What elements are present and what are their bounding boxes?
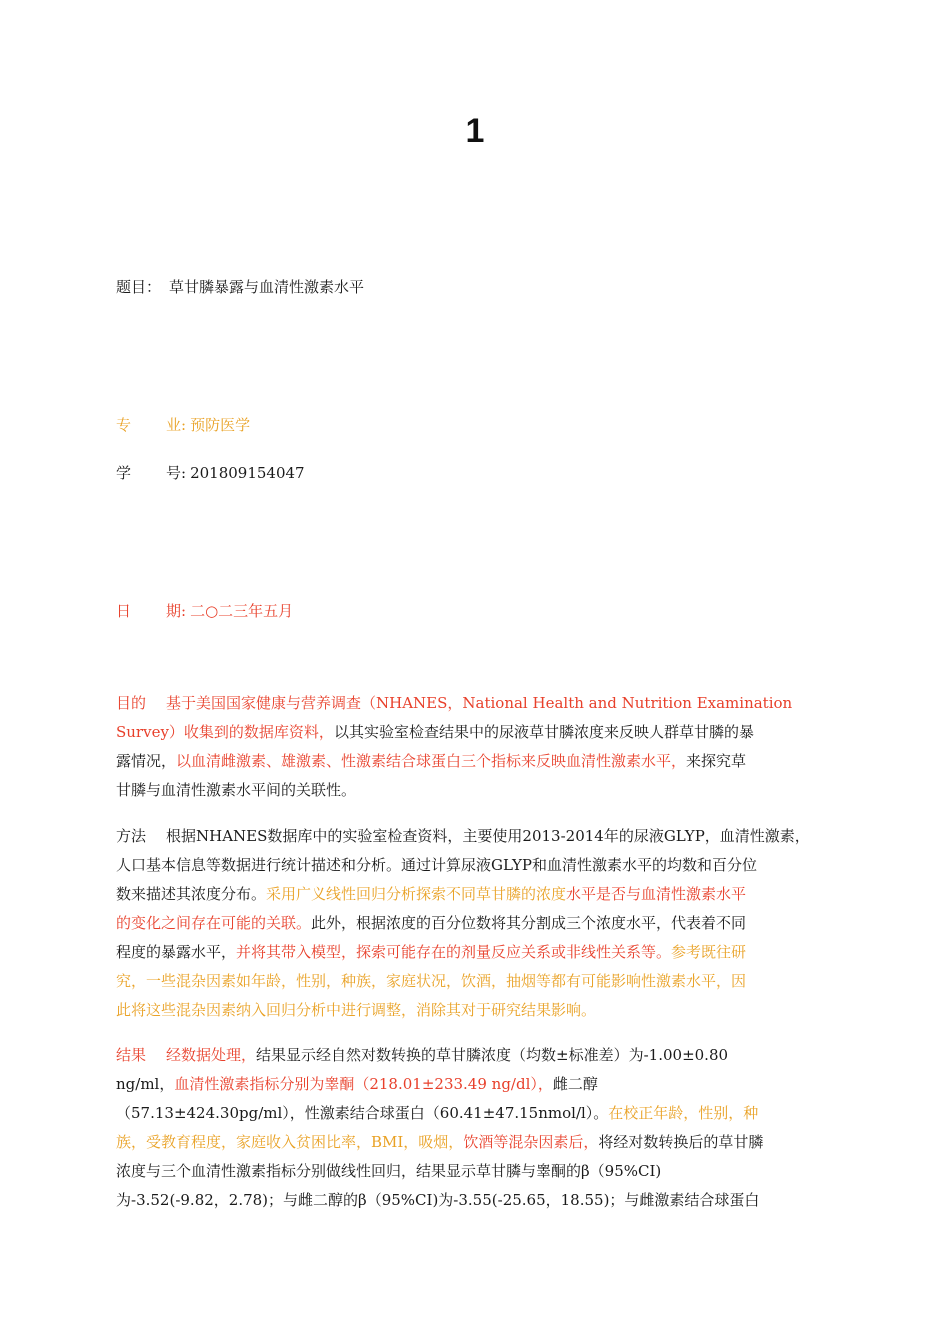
methods-line: 水平是否与血清性激素水平	[566, 885, 747, 903]
methods-line: 究，一些混杂因素如年龄，性别，种族，家庭状况，饮酒，抽烟等都有可能影响性激素水平，因	[116, 972, 747, 990]
objective-line: 甘膦与血清性激素水平间的关联性。	[116, 781, 357, 799]
objective-line: 基于美国国家健康与营养调查（NHANES，National Health and Nutrition Examination	[166, 694, 793, 712]
date-label-a: 日	[116, 602, 132, 620]
methods-heading: 方法	[116, 827, 147, 845]
methods-line: 程度的暴露水平，	[116, 943, 237, 961]
methods-line: 根据NHANES数据库中的实验室检查资料，主要使用2013-2014年的尿液GLYP，血清性激素，	[166, 827, 810, 845]
student-id-label-b: 号:	[166, 464, 187, 482]
results-paragraph	[116, 1041, 836, 1215]
objective-line: 以血清雌激素、雄激素、性激素结合球蛋白三个指标来反映血清性激素水平，	[176, 752, 687, 770]
date-value: 二○二三年五月	[190, 602, 294, 620]
student-id-value: 201809154047	[190, 464, 305, 482]
major-line	[116, 414, 250, 435]
objective-paragraph	[116, 689, 836, 805]
title-line	[116, 276, 364, 297]
objective-line: 以其实验室检查结果中的尿液草甘膦浓度来反映人群草甘膦的暴	[333, 723, 754, 741]
results-line: 饮酒等混杂因素后，	[463, 1133, 599, 1151]
major-value: 预防医学	[190, 416, 251, 434]
methods-line: 数来描述其浓度分布。	[116, 885, 267, 903]
results-line: 在校正年龄，性别，种	[608, 1104, 759, 1122]
methods-line: 并将其带入模型，探索可能存在的剂量反应关系或非线性关系等。	[236, 943, 672, 961]
methods-line: 此将这些混杂因素纳入回归分析中进行调整，消除其对于研究结果影响。	[116, 1001, 597, 1019]
results-line: （57.13±424.30pg/ml），性激素结合球蛋白（60.41±47.15nmol/l）。	[116, 1104, 609, 1122]
methods-line: 此外，根据浓度的百分位数将其分割成三个浓度水平，代表着不同	[311, 914, 747, 932]
results-line: 将经对数转换后的草甘膦	[598, 1133, 764, 1151]
date-label-b: 期:	[166, 602, 187, 620]
results-line: ng/ml，	[116, 1075, 175, 1093]
student-id-label-a: 学	[116, 464, 132, 482]
results-line: 浓度与三个血清性激素指标分别做线性回归，结果显示草甘膦与睾酮的β（95%CI)	[116, 1162, 662, 1180]
major-label-a: 专	[116, 416, 132, 434]
page-number: 1	[465, 112, 485, 150]
results-line: 结果显示经自然对数转换的草甘膦浓度（均数±标准差）为-1.00±0.80	[256, 1046, 729, 1064]
major-label-b: 业:	[166, 416, 187, 434]
results-line: 血清性激素指标分别为睾酮（218.01±233.49 ng/dl），	[174, 1075, 553, 1093]
objective-heading: 目的	[116, 694, 147, 712]
results-line: 雌二醇	[552, 1075, 598, 1093]
date-line	[116, 600, 293, 621]
objective-line: 露情况，	[116, 752, 177, 770]
methods-line: 参考既往研	[671, 943, 747, 961]
objective-line: Survey）收集到的数据库资料，	[116, 723, 334, 741]
title-label: 题目：	[116, 278, 162, 296]
methods-line: 的变化之间存在可能的关联。	[116, 914, 312, 932]
methods-line: 人口基本信息等数据进行统计描述和分析。通过计算尿液GLYP和血清性激素水平的均数和百分位	[116, 856, 757, 874]
methods-paragraph	[116, 822, 836, 1025]
results-line: 经数据处理，	[166, 1046, 257, 1064]
results-line: 为-3.52(-9.82，2.78)；与雌二醇的β（95%CI)为-3.55(-25.65，18.55)；与雌激素结合球蛋白	[116, 1191, 760, 1209]
title-value: 草甘膦暴露与血清性激素水平	[169, 278, 365, 296]
results-line: 族，受教育程度，家庭收入贫困比率，BMI，吸烟，	[116, 1133, 464, 1151]
student-id-line	[116, 462, 305, 483]
results-heading: 结果	[116, 1046, 147, 1064]
objective-line: 来探究草	[686, 752, 747, 770]
methods-line: 采用广义线性回归分析探索不同草甘膦的浓度	[266, 885, 567, 903]
